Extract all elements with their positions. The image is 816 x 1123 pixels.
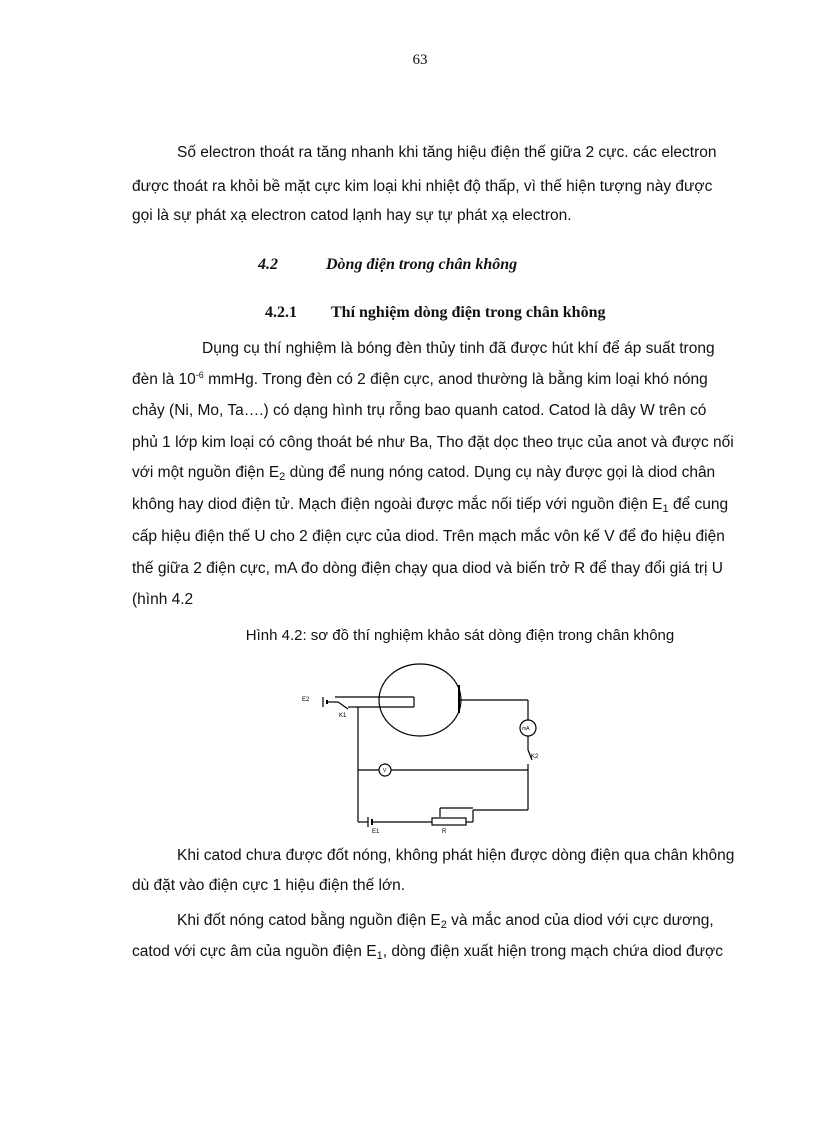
section-title: Dòng điện trong chân không [326, 256, 518, 273]
label-r: R [442, 829, 447, 835]
subsection-title: Thí nghiệm dòng điện trong chân không [331, 304, 606, 321]
label-e1: E1 [372, 829, 380, 835]
text-line: Khi đốt nóng catod bằng nguồn điện E2 và mắc anod của diod với cực dương, [177, 912, 714, 931]
rheostat [432, 818, 466, 825]
text-line: (hình 4.2 [132, 591, 194, 608]
vacuum-tube [379, 664, 461, 736]
text-line: Khi catod chưa được đốt nóng, không phát hiện được dòng điện qua chân không [177, 847, 735, 864]
label-ma: mA [522, 726, 530, 732]
text-line: catod với cực âm của nguồn điện E1, dòng điện xuất hiện trong mạch chứa diod được [132, 943, 723, 962]
label-v: V [383, 768, 387, 774]
label-k1: K1 [339, 713, 347, 719]
text-line: phủ 1 lớp kim loại có công thoát bé như Ba, Tho đặt dọc theo trục của anot và được nối [132, 434, 734, 451]
text-line: Dụng cụ thí nghiệm là bóng đèn thủy tinh đã được hút khí để áp suất trong [202, 340, 715, 357]
page-number: 63 [412, 52, 428, 68]
text-line: không hay diod điện tử. Mạch điện ngoài được mắc nối tiếp với nguồn điện E1 để cung [132, 496, 729, 515]
figure-caption: Hình 4.2: sơ đồ thí nghiệm khảo sát dòng điện trong chân không [245, 627, 675, 644]
text-line: được thoát ra khỏi bề mặt cực kim loại khi nhiệt độ thấp, vì thế hiện tượng này được [132, 178, 713, 195]
text-line: đèn là $10^{-6}$ mmHg. Trong đèn có 2 điện cực, anod thường là bằng kim loại khó nóng [132, 370, 708, 388]
section-number: 4.2 [258, 256, 278, 273]
text-line: gọi là sự phát xạ electron catod lạnh hay sự tự phát xạ electron. [132, 207, 572, 224]
section-heading [258, 256, 517, 274]
circuit-diagram [296, 650, 546, 835]
label-e2: E2 [302, 697, 310, 703]
text-line: thế giữa 2 điện cực, mA đo dòng điện chạy qua diod và biến trở R để thay đổi giá trị U [132, 560, 723, 577]
text-line: Số electron thoát ra tăng nhanh khi tăng hiệu điện thế giữa 2 cực. các electron [177, 144, 717, 161]
subsection-heading [265, 304, 605, 322]
subsection-number: 4.2.1 [265, 304, 297, 321]
text-line: cấp hiệu điện thế U cho 2 điện cực của diod. Trên mạch mắc vôn kế V để đo hiệu điện [132, 528, 725, 545]
text-line: với một nguồn điện E2 dùng để nung nóng catod. Dụng cụ này được gọi là diod chân [132, 464, 716, 483]
text-line: dù đặt vào điện cực 1 hiệu điện thế lớn. [132, 877, 406, 894]
label-k2: K2 [531, 754, 539, 760]
text-line: chảy (Ni, Mo, Ta….) có dạng hình trụ rỗng bao quanh catod. Catod là dây W trên có [132, 402, 707, 419]
